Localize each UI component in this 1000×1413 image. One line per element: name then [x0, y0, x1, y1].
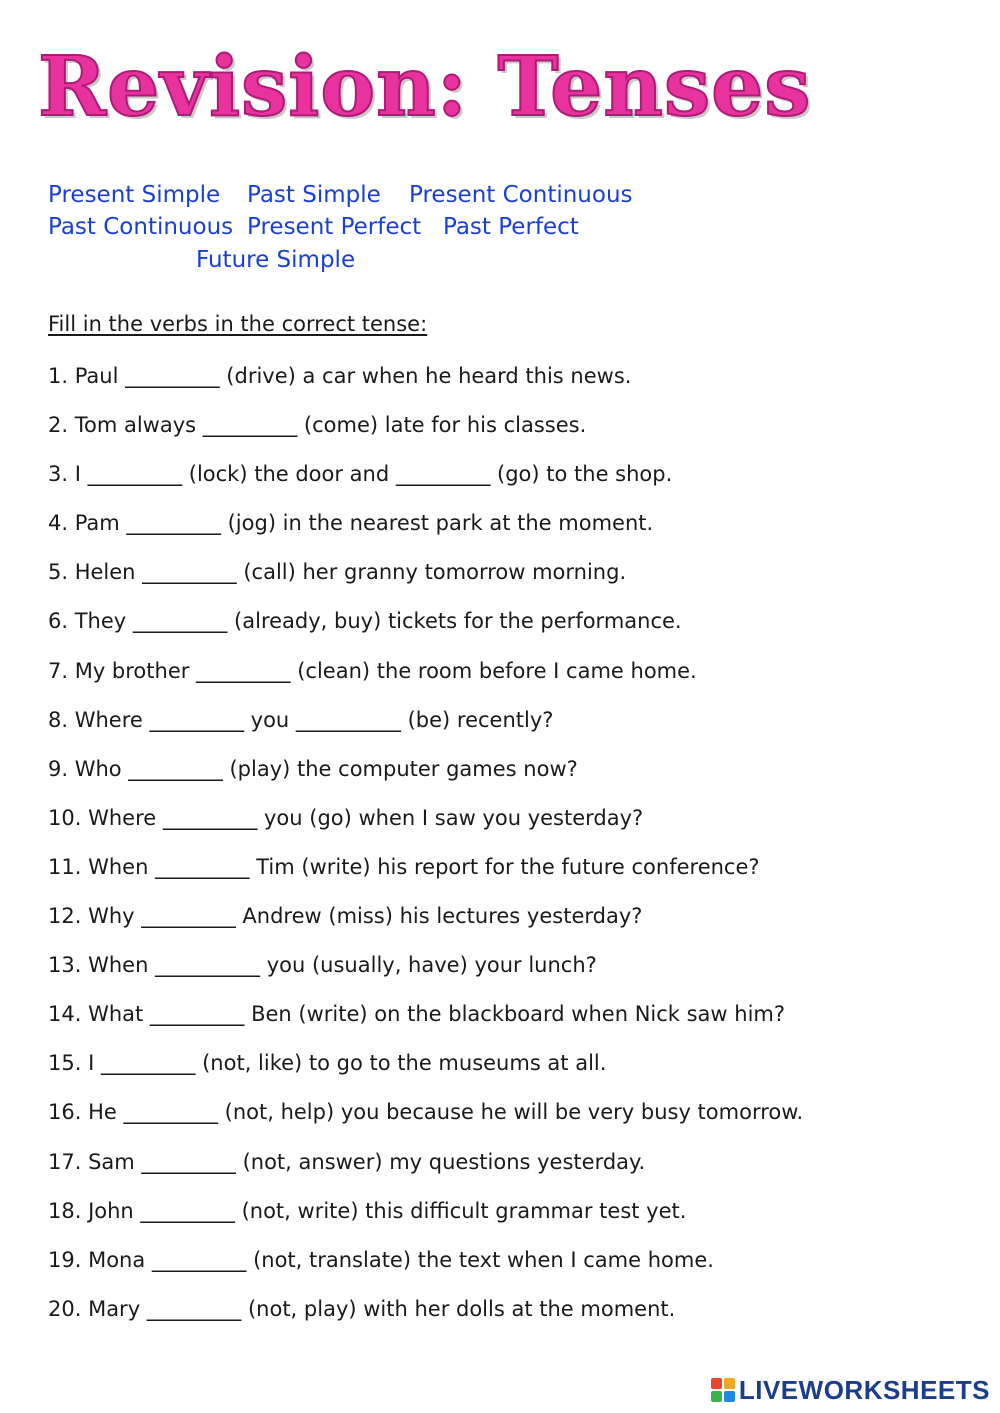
exercise-item: 1. Paul _________ (drive) a car when he heard this news.: [48, 364, 632, 388]
watermark-text: LIVEWORKSHEETS: [738, 1375, 990, 1405]
exercise-item: 12. Why _________ Andrew (miss) his lectures yesterday?: [48, 904, 643, 929]
exercise-item: 5. Helen _________ (call) her granny tomorrow morning.: [48, 560, 627, 585]
worksheet-title: Revision: Tenses: [38, 39, 812, 135]
exercise-item: 10. Where _________ you (go) when I saw you yesterday?: [48, 805, 644, 830]
exercise-item: 19. Mona _________ (not, translate) the text when I came home.: [48, 1247, 714, 1272]
tense-present-simple: Present Simple: [48, 182, 221, 208]
liveworksheets-watermark[interactable]: [711, 1373, 990, 1407]
tense-past-simple: Past Simple: [247, 182, 381, 208]
exercise-item: 11. When _________ Tim (write) his report for the future conference?: [48, 854, 760, 879]
exercise-item: 18. John _________ (not, write) this difficult grammar test yet.: [48, 1198, 687, 1223]
exercise-item: 20. Mary _________ (not, play) with her dolls at the moment.: [48, 1296, 676, 1321]
exercise-item: 17. Sam _________ (not, answer) my questions yesterday.: [48, 1149, 646, 1174]
exercise-item: 15. I _________ (not, like) to go to the museums at all.: [48, 1051, 607, 1076]
tense-past-perfect: Past Perfect: [443, 214, 579, 240]
tense-present-perfect: Present Perfect: [247, 214, 422, 240]
exercise-item: 2. Tom always _________ (come) late for his classes.: [48, 413, 587, 438]
logo-square-orange: [724, 1378, 735, 1389]
tense-present-continuous: Present Continuous: [409, 182, 633, 208]
exercise-item: 9. Who _________ (play) the computer games now?: [48, 756, 578, 781]
exercise-item: 4. Pam _________ (jog) in the nearest park at the moment.: [48, 511, 654, 536]
exercise-item: 8. Where _________ you __________ (be) recently?: [48, 707, 554, 732]
exercise-item: 6. They _________ (already, buy) tickets for the performance.: [48, 609, 682, 634]
instruction-text: Fill in the verbs in the correct tense:: [48, 312, 428, 336]
tense-future-simple: Future Simple: [196, 247, 356, 273]
tense-past-continuous: Past Continuous: [48, 214, 234, 240]
logo-square-blue: [724, 1391, 735, 1402]
liveworksheets-logo-icon: [711, 1378, 735, 1402]
exercise-item: 7. My brother _________ (clean) the room before I came home.: [48, 658, 697, 683]
logo-square-green: [711, 1391, 722, 1402]
exercise-item: 14. What _________ Ben (write) on the blackboard when Nick saw him?: [48, 1002, 786, 1027]
exercise-item: 16. He _________ (not, help) you because he will be very busy tomorrow.: [48, 1100, 804, 1125]
exercise-list: [48, 364, 948, 1346]
exercise-item: 13. When __________ you (usually, have) your lunch?: [48, 953, 597, 978]
exercise-item: 3. I _________ (lock) the door and _________ (go) to the shop.: [48, 462, 673, 487]
logo-square-red: [711, 1378, 722, 1389]
